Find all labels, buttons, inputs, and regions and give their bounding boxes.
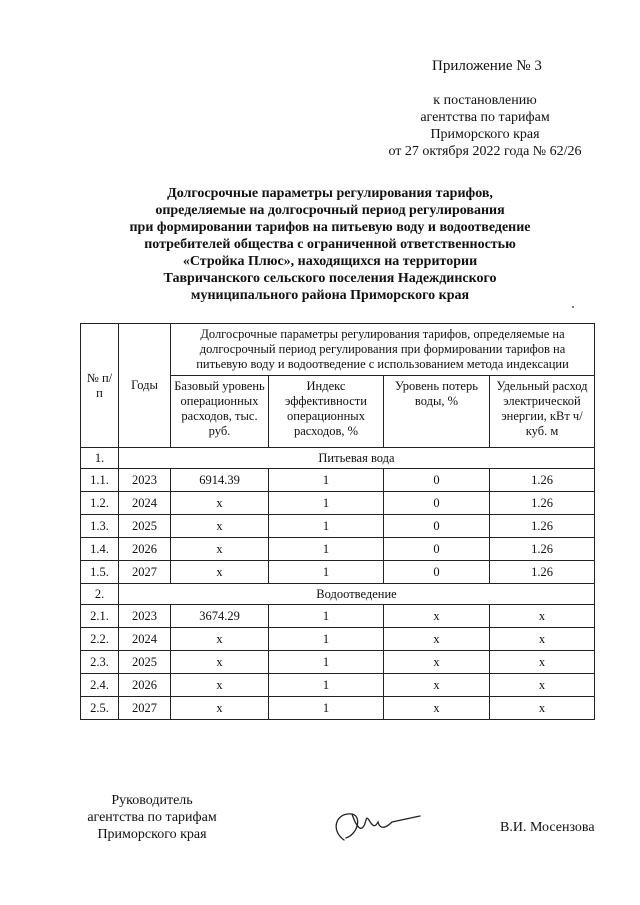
cell-energy: х: [490, 674, 595, 697]
cell-base-opex: 3674.29: [171, 605, 269, 628]
header-parameters-group: Долгосрочные параметры регулирования тарифов, определяемые на долгосрочный период регулирования при формировании тарифов на питьевую воду и водоотведение с использованием метода индексации: [171, 324, 595, 376]
cell-number: 1.4.: [81, 538, 119, 561]
table-row: [81, 515, 595, 538]
cell-water-loss: х: [384, 674, 490, 697]
cell-energy: 1.26: [490, 538, 595, 561]
cell-efficiency-index: 1: [269, 492, 384, 515]
section-row: [81, 448, 595, 469]
cell-water-loss: 0: [384, 561, 490, 584]
heading-line: Долгосрочные параметры регулирования тарифов,: [167, 186, 493, 201]
position-line: Приморского края: [97, 827, 207, 842]
cell-base-opex: х: [171, 697, 269, 720]
table-row: [81, 469, 595, 492]
scan-dot: [572, 306, 574, 308]
cell-year: 2026: [119, 674, 171, 697]
section-row: [81, 584, 595, 605]
cell-base-opex: 6914.39: [171, 469, 269, 492]
section-title: Питьевая вода: [119, 448, 595, 469]
position-line: агентства по тарифам: [87, 810, 217, 825]
table-row: [81, 651, 595, 674]
cell-efficiency-index: 1: [269, 538, 384, 561]
cell-efficiency-index: 1: [269, 561, 384, 584]
table-row: [81, 605, 595, 628]
cell-water-loss: х: [384, 605, 490, 628]
header-water-loss: Уровень потерь воды, %: [384, 376, 490, 448]
cell-water-loss: х: [384, 697, 490, 720]
header-efficiency-index: Индекс эффективности операционных расходов, %: [269, 376, 384, 448]
cell-efficiency-index: 1: [269, 651, 384, 674]
cell-number: 1.2.: [81, 492, 119, 515]
cell-year: 2027: [119, 697, 171, 720]
cell-water-loss: 0: [384, 492, 490, 515]
cell-energy: х: [490, 651, 595, 674]
cell-number: 1.5.: [81, 561, 119, 584]
table-row: [81, 492, 595, 515]
header-energy-consumption: Удельный расход электрической энергии, кВт ч/куб. м: [490, 376, 595, 448]
table-row: [81, 674, 595, 697]
cell-energy: 1.26: [490, 561, 595, 584]
cell-number: 2.3.: [81, 651, 119, 674]
cell-year: 2025: [119, 515, 171, 538]
header-number: № п/п: [81, 324, 119, 448]
signatory-position: [62, 792, 242, 843]
section-number: 1.: [81, 448, 119, 469]
cell-efficiency-index: 1: [269, 674, 384, 697]
heading-line: Тавричанского сельского поселения Надеждинского: [163, 271, 497, 286]
cell-year: 2025: [119, 651, 171, 674]
cell-water-loss: 0: [384, 515, 490, 538]
cell-energy: х: [490, 605, 595, 628]
cell-base-opex: х: [171, 515, 269, 538]
document-heading: [60, 185, 600, 304]
table-row: [81, 561, 595, 584]
cell-year: 2026: [119, 538, 171, 561]
heading-line: определяемые на долгосрочный период регулирования: [155, 203, 505, 218]
cell-number: 1.3.: [81, 515, 119, 538]
cell-year: 2024: [119, 628, 171, 651]
cell-efficiency-index: 1: [269, 605, 384, 628]
cell-efficiency-index: 1: [269, 697, 384, 720]
table-row: [81, 628, 595, 651]
cell-year: 2023: [119, 469, 171, 492]
cell-base-opex: х: [171, 628, 269, 651]
heading-line: потребителей общества с ограниченной ответственностью: [144, 237, 516, 252]
cell-year: 2027: [119, 561, 171, 584]
heading-line: «Стройка Плюс», находящихся на территории: [182, 254, 478, 269]
heading-line: при формировании тарифов на питьевую воду и водоотведение: [129, 220, 531, 235]
header-years: Годы: [119, 324, 171, 448]
cell-water-loss: х: [384, 628, 490, 651]
approval-line: от 27 октября 2022 года № 62/26: [388, 144, 582, 159]
handwritten-signature: [322, 800, 422, 850]
cell-number: 2.1.: [81, 605, 119, 628]
approval-line: агентства по тарифам: [420, 110, 550, 125]
section-number: 2.: [81, 584, 119, 605]
header-base-opex: Базовый уровень операционных расходов, тыс. руб.: [171, 376, 269, 448]
cell-year: 2024: [119, 492, 171, 515]
cell-energy: 1.26: [490, 492, 595, 515]
cell-base-opex: х: [171, 651, 269, 674]
position-line: Руководитель: [111, 793, 193, 808]
cell-number: 2.5.: [81, 697, 119, 720]
cell-number: 2.2.: [81, 628, 119, 651]
cell-base-opex: х: [171, 674, 269, 697]
signatory-name: В.И. Мосензова: [500, 820, 595, 835]
approval-reference: [360, 92, 610, 160]
annex-title: Приложение № 3: [432, 58, 542, 74]
approval-line: Приморского края: [430, 127, 540, 142]
table-row: [81, 538, 595, 561]
cell-number: 2.4.: [81, 674, 119, 697]
approval-line: к постановлению: [433, 93, 537, 108]
cell-energy: х: [490, 628, 595, 651]
cell-base-opex: х: [171, 561, 269, 584]
cell-year: 2023: [119, 605, 171, 628]
cell-water-loss: х: [384, 651, 490, 674]
cell-base-opex: х: [171, 492, 269, 515]
cell-energy: х: [490, 697, 595, 720]
cell-efficiency-index: 1: [269, 628, 384, 651]
cell-water-loss: 0: [384, 469, 490, 492]
cell-energy: 1.26: [490, 515, 595, 538]
table-row: [81, 697, 595, 720]
cell-efficiency-index: 1: [269, 469, 384, 492]
cell-base-opex: х: [171, 538, 269, 561]
section-title: Водоотведение: [119, 584, 595, 605]
cell-number: 1.1.: [81, 469, 119, 492]
cell-efficiency-index: 1: [269, 515, 384, 538]
parameters-table: [80, 323, 595, 720]
cell-energy: 1.26: [490, 469, 595, 492]
cell-water-loss: 0: [384, 538, 490, 561]
heading-line: муниципального района Приморского края: [190, 288, 470, 303]
